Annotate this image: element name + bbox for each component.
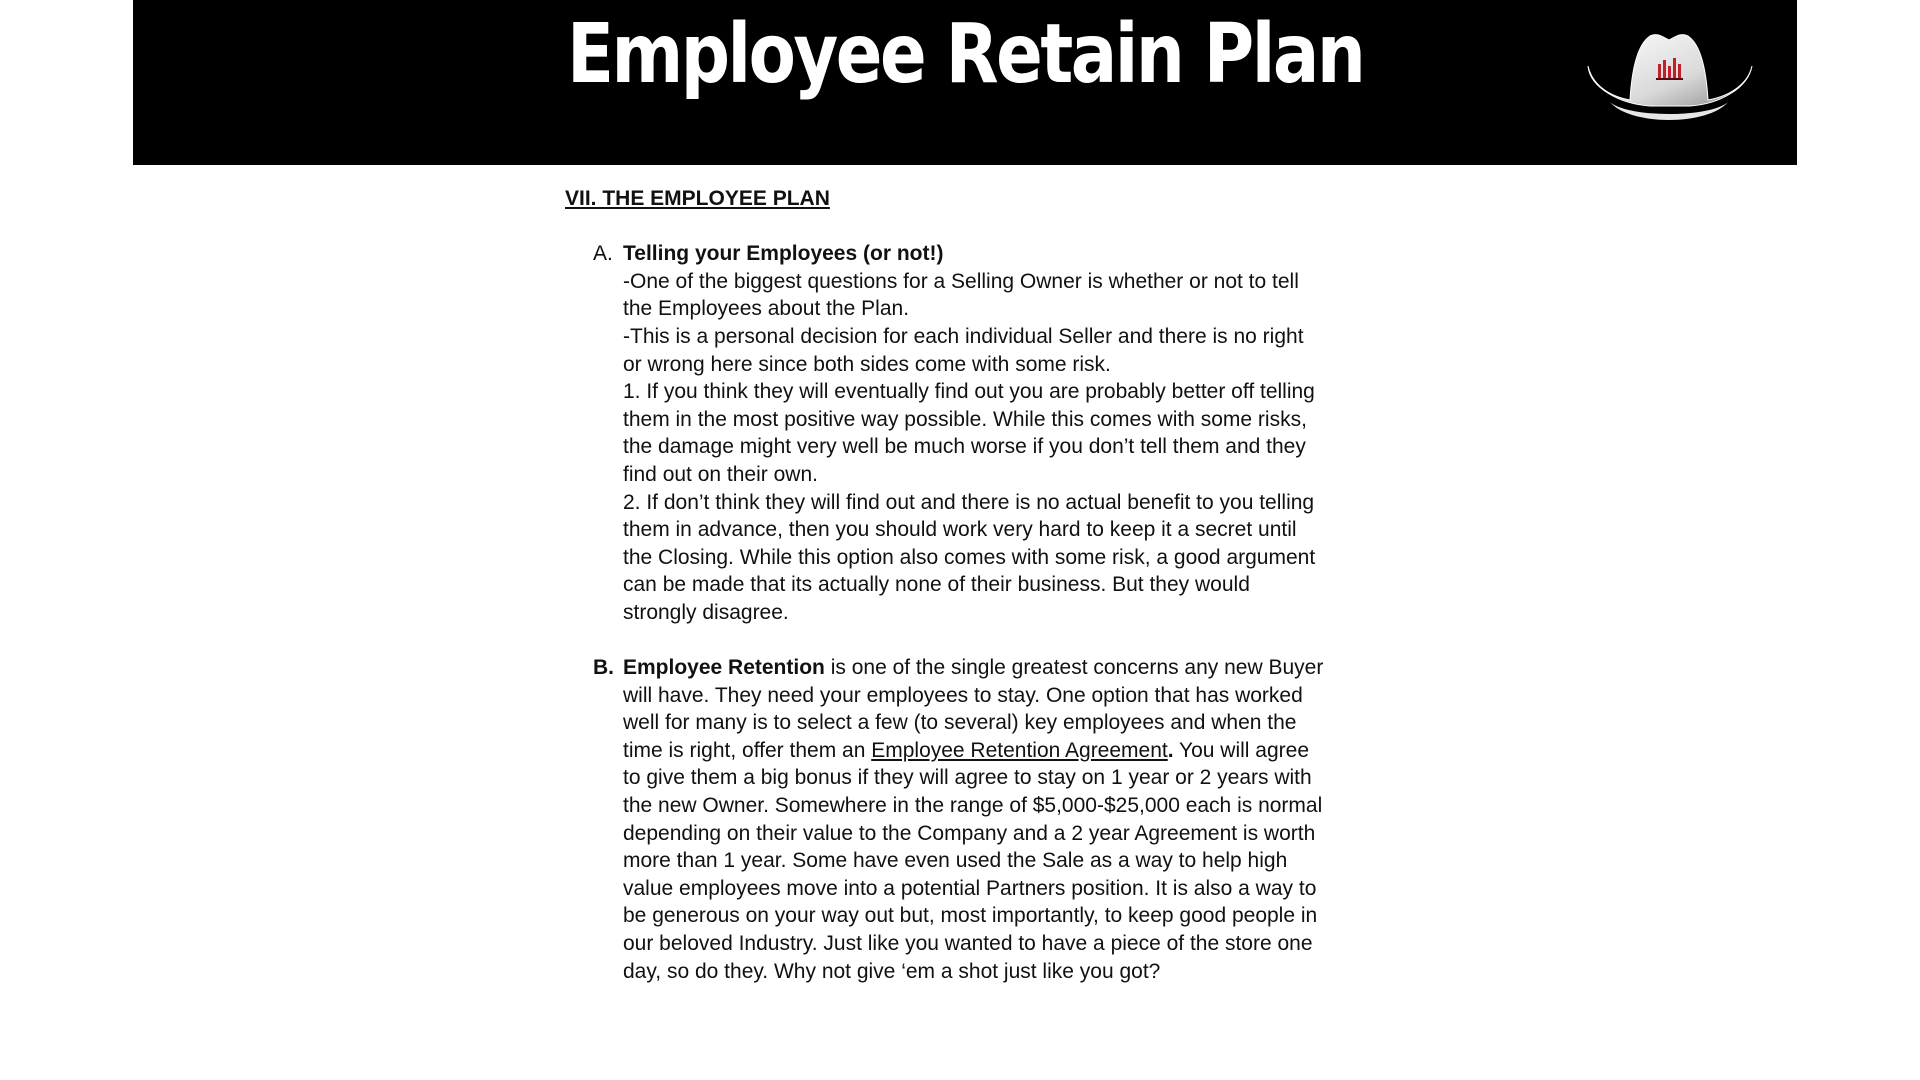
item-b-title: Employee Retention [623, 656, 825, 680]
list-item-a [565, 240, 1325, 626]
item-b-rest: You will agree to give them a big bonus if they will agree to stay on 1 year or 2 years with the new Owner. Somewhere in the range of $5,000-$25,000 each is normal depending on their value to the Company and a 2 year Agreement is worth more than 1 year. Some have even used the Sale as a way to help high value employees move into a potential Partners position. It is also a way to be generous on your way out but, most importantly, to keep good people in our beloved Industry. Just like you wanted to have a piece of the store one day, so do they. Why not give ‘em a shot just like you got? [623, 738, 1323, 983]
item-a-paragraph: 2. If don’t think they will find out and there is no actual benefit to you telling them in advance, then you should work very hard to keep it a secret until the Closing. While this option also comes with some risk, a good argument can be made that its actually none of their business. But they would strongly disagree. [623, 490, 1316, 624]
list-item-b [565, 654, 1325, 985]
spacer [565, 627, 1325, 655]
header-banner [133, 0, 1797, 165]
item-b-paragraph [623, 654, 1325, 985]
cowboy-hat-icon [1580, 26, 1758, 138]
list-marker-b: B. [593, 656, 614, 680]
employee-retention-agreement-text: Employee Retention Agreement [871, 738, 1168, 762]
item-a-paragraph: -One of the biggest questions for a Selling Owner is whether or not to tell the Employees about the Plan. [623, 269, 1299, 321]
list-marker-a: A. [593, 242, 613, 266]
item-a-paragraph: -This is a personal decision for each individual Seller and there is no right or wrong here since both sides come with some risk. [623, 324, 1304, 376]
section-heading: VII. THE EMPLOYEE PLAN [565, 187, 830, 210]
document-body [565, 185, 1325, 985]
item-a-title: Telling your Employees (or not!) [623, 242, 944, 266]
item-b-period: . [1167, 738, 1174, 762]
page-title: Employee Retain Plan [566, 7, 1364, 102]
item-b-intro: is one of the single greatest concerns any new Buyer will have. They need your employees to stay. One option that has worked well for many is to select a few (to several) key employees and when the time is right, offer them an [623, 656, 1324, 762]
item-a-paragraph: 1. If you think they will eventually find out you are probably better off telling them in the most positive way possible. While this comes with some risks, the damage might very well be much worse if you don’t tell them and they find out on their own. [623, 380, 1315, 486]
